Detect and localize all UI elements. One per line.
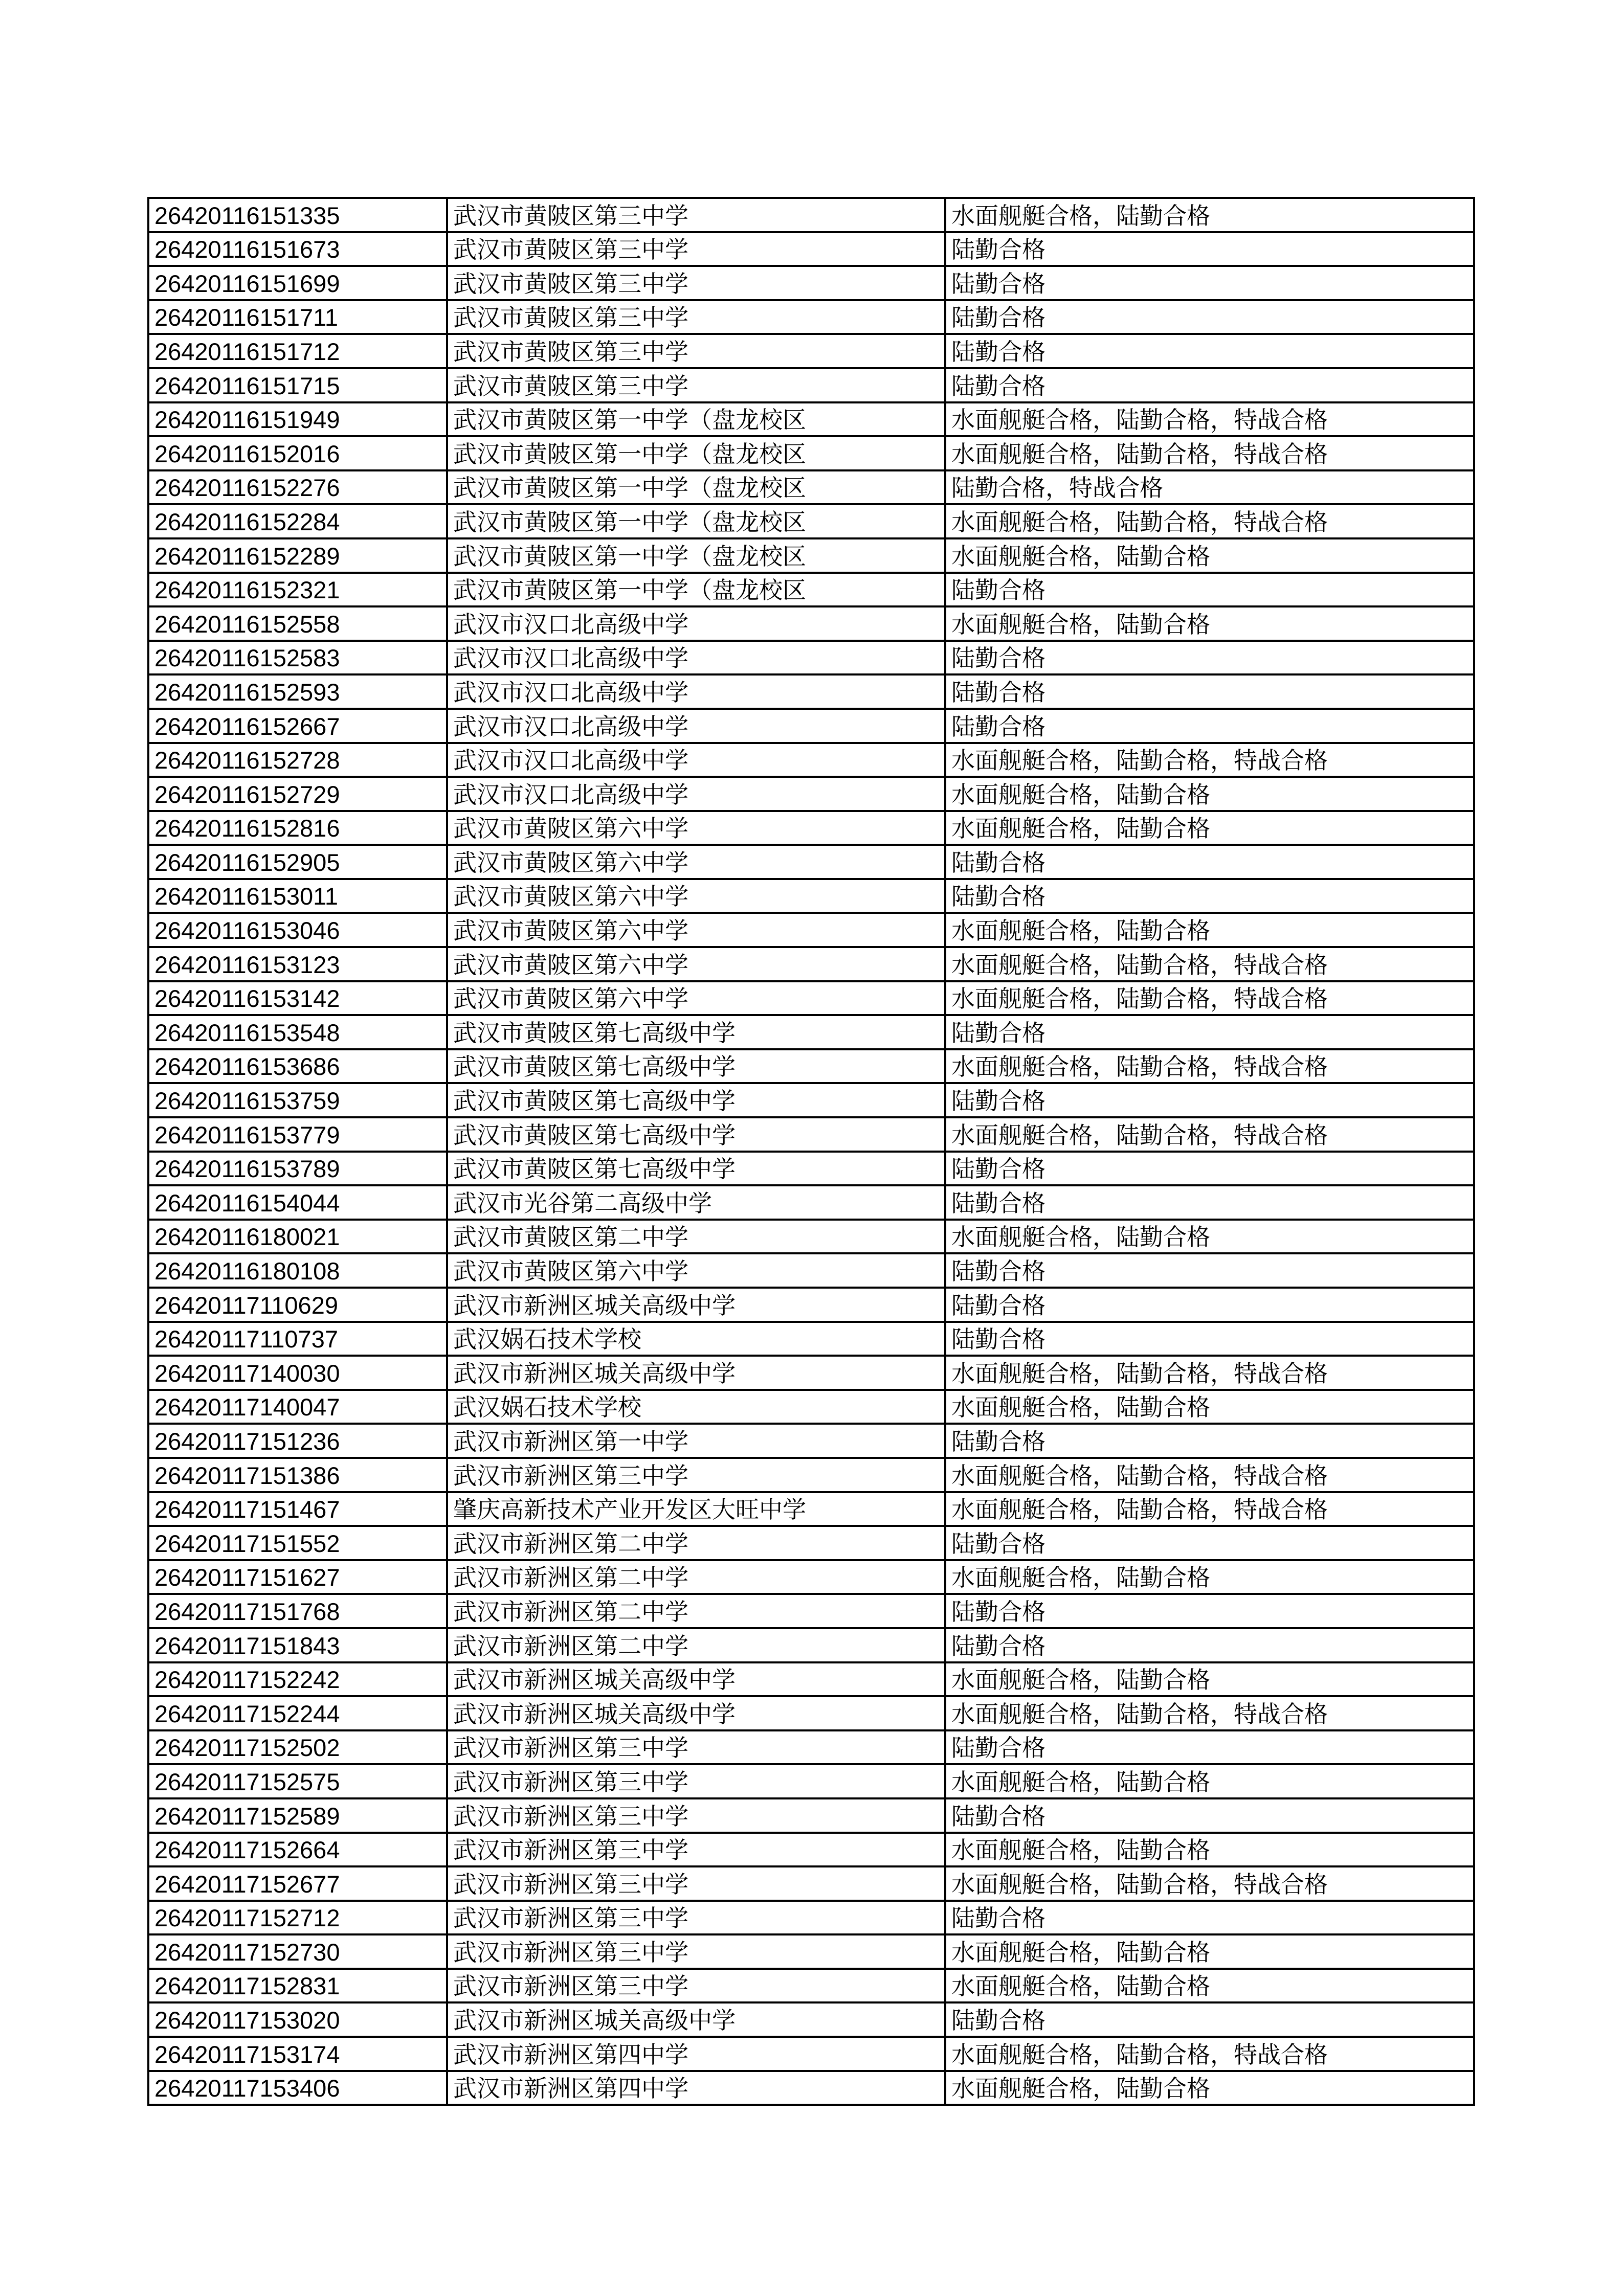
table-row — [148, 1117, 1474, 1152]
result-cell: 陆勤合格 — [945, 1424, 1474, 1458]
candidate-id-cell: 26420116151711 — [148, 300, 447, 334]
result-cell: 水面舰艇合格，陆勤合格，特战合格 — [945, 1696, 1474, 1730]
table-row — [148, 1560, 1474, 1594]
table-row — [148, 1662, 1474, 1697]
table-row — [148, 1253, 1474, 1288]
candidate-id-cell: 26420117153406 — [148, 2071, 447, 2105]
table-row — [148, 811, 1474, 845]
table-row — [148, 573, 1474, 607]
school-name-cell: 武汉市汉口北高级中学 — [447, 606, 945, 641]
candidate-id-cell: 26420117152831 — [148, 1969, 447, 2003]
school-name-cell: 武汉市汉口北高级中学 — [447, 743, 945, 777]
school-name-cell: 武汉市新洲区第三中学 — [447, 1833, 945, 1867]
result-cell: 水面舰艇合格，陆勤合格，特战合格 — [945, 743, 1474, 777]
school-name-cell: 肇庆高新技术产业开发区大旺中学 — [447, 1492, 945, 1526]
school-name-cell: 武汉市黄陂区第一中学（盘龙校区 — [447, 573, 945, 607]
school-name-cell: 武汉市光谷第二高级中学 — [447, 1185, 945, 1220]
table-row — [148, 913, 1474, 947]
school-name-cell: 武汉市新洲区第三中学 — [447, 1730, 945, 1765]
table-row — [148, 2037, 1474, 2071]
result-cell: 陆勤合格 — [945, 1730, 1474, 1765]
school-name-cell: 武汉市新洲区第二中学 — [447, 1594, 945, 1628]
table-row — [148, 1696, 1474, 1730]
table-row — [148, 606, 1474, 641]
result-cell: 陆勤合格 — [945, 1798, 1474, 1833]
school-name-cell: 武汉市汉口北高级中学 — [447, 777, 945, 811]
candidate-id-cell: 26420116152593 — [148, 674, 447, 709]
school-name-cell: 武汉市新洲区城关高级中学 — [447, 1356, 945, 1390]
table-row — [148, 777, 1474, 811]
table-row — [148, 1152, 1474, 1186]
candidate-id-cell: 26420116152729 — [148, 777, 447, 811]
candidate-id-cell: 26420116153142 — [148, 981, 447, 1016]
table-row — [148, 300, 1474, 334]
table-row — [148, 232, 1474, 266]
candidate-id-cell: 26420116152289 — [148, 538, 447, 573]
candidate-id-cell: 26420117151627 — [148, 1560, 447, 1594]
table-row — [148, 334, 1474, 368]
result-cell: 水面舰艇合格，陆勤合格，特战合格 — [945, 1356, 1474, 1390]
result-cell: 水面舰艇合格，陆勤合格 — [945, 198, 1474, 232]
result-cell: 水面舰艇合格，陆勤合格，特战合格 — [945, 947, 1474, 981]
result-cell: 水面舰艇合格，陆勤合格，特战合格 — [945, 402, 1474, 437]
result-cell: 陆勤合格 — [945, 1901, 1474, 1935]
result-cell: 水面舰艇合格，陆勤合格 — [945, 1220, 1474, 1254]
table-row — [148, 845, 1474, 879]
table-row — [148, 709, 1474, 743]
result-cell: 水面舰艇合格，陆勤合格 — [945, 1560, 1474, 1594]
candidate-id-cell: 26420117151768 — [148, 1594, 447, 1628]
candidate-id-cell: 26420116151712 — [148, 334, 447, 368]
school-name-cell: 武汉市黄陂区第一中学（盘龙校区 — [447, 504, 945, 538]
candidate-id-cell: 26420116154044 — [148, 1185, 447, 1220]
table-row — [148, 1901, 1474, 1935]
result-cell: 陆勤合格 — [945, 1288, 1474, 1322]
table-row — [148, 1015, 1474, 1049]
school-name-cell: 武汉市黄陂区第七高级中学 — [447, 1152, 945, 1186]
table-row — [148, 1526, 1474, 1560]
result-cell: 陆勤合格 — [945, 1083, 1474, 1117]
school-name-cell: 武汉市黄陂区第六中学 — [447, 1253, 945, 1288]
school-name-cell: 武汉市黄陂区第七高级中学 — [447, 1117, 945, 1152]
table-row — [148, 504, 1474, 538]
school-name-cell: 武汉市新洲区第三中学 — [447, 1969, 945, 2003]
candidate-id-cell: 26420116153686 — [148, 1049, 447, 1084]
result-cell: 水面舰艇合格，陆勤合格，特战合格 — [945, 1458, 1474, 1492]
result-cell: 水面舰艇合格，陆勤合格，特战合格 — [945, 1049, 1474, 1084]
candidate-id-cell: 26420116152321 — [148, 573, 447, 607]
candidate-id-cell: 26420116152016 — [148, 436, 447, 470]
result-cell: 陆勤合格，特战合格 — [945, 470, 1474, 505]
result-cell: 陆勤合格 — [945, 300, 1474, 334]
candidate-id-cell: 26420117153020 — [148, 2002, 447, 2037]
result-cell: 陆勤合格 — [945, 1526, 1474, 1560]
school-name-cell: 武汉市新洲区第三中学 — [447, 1798, 945, 1833]
result-cell: 水面舰艇合格，陆勤合格 — [945, 1662, 1474, 1697]
table-row — [148, 1356, 1474, 1390]
candidate-id-cell: 26420117140030 — [148, 1356, 447, 1390]
result-cell: 陆勤合格 — [945, 1015, 1474, 1049]
result-cell: 水面舰艇合格，陆勤合格 — [945, 538, 1474, 573]
table-row — [148, 1458, 1474, 1492]
candidate-id-cell: 26420116153779 — [148, 1117, 447, 1152]
table-row — [148, 436, 1474, 470]
table-row — [148, 1594, 1474, 1628]
candidate-id-cell: 26420117153174 — [148, 2037, 447, 2071]
table-row — [148, 674, 1474, 709]
candidate-id-cell: 26420116180021 — [148, 1220, 447, 1254]
result-cell: 陆勤合格 — [945, 334, 1474, 368]
result-cell: 水面舰艇合格，陆勤合格，特战合格 — [945, 504, 1474, 538]
school-name-cell: 武汉市黄陂区第一中学（盘龙校区 — [447, 538, 945, 573]
candidate-id-cell: 26420117151386 — [148, 1458, 447, 1492]
candidate-id-cell: 26420116152276 — [148, 470, 447, 505]
result-cell: 陆勤合格 — [945, 1594, 1474, 1628]
candidate-id-cell: 26420116153759 — [148, 1083, 447, 1117]
result-cell: 水面舰艇合格，陆勤合格，特战合格 — [945, 1117, 1474, 1152]
result-cell: 陆勤合格 — [945, 1185, 1474, 1220]
school-name-cell: 武汉市新洲区第三中学 — [447, 1764, 945, 1798]
table-row — [148, 1288, 1474, 1322]
result-cell: 陆勤合格 — [945, 879, 1474, 913]
candidate-id-cell: 26420117152730 — [148, 1934, 447, 1969]
table-row — [148, 1764, 1474, 1798]
school-name-cell: 武汉市黄陂区第三中学 — [447, 266, 945, 300]
table-row — [148, 266, 1474, 300]
table-row — [148, 1730, 1474, 1765]
school-name-cell: 武汉市黄陂区第七高级中学 — [447, 1015, 945, 1049]
result-cell: 水面舰艇合格，陆勤合格，特战合格 — [945, 436, 1474, 470]
school-name-cell: 武汉市汉口北高级中学 — [447, 641, 945, 675]
table-row — [148, 1390, 1474, 1424]
candidate-id-cell: 26420116153548 — [148, 1015, 447, 1049]
result-cell: 陆勤合格 — [945, 1628, 1474, 1662]
table-row — [148, 1220, 1474, 1254]
candidate-id-cell: 26420117152712 — [148, 1901, 447, 1935]
result-cell: 水面舰艇合格，陆勤合格 — [945, 606, 1474, 641]
candidate-id-cell: 26420116153123 — [148, 947, 447, 981]
candidate-id-cell: 26420117151843 — [148, 1628, 447, 1662]
table-row — [148, 1798, 1474, 1833]
table-row — [148, 1185, 1474, 1220]
result-cell: 陆勤合格 — [945, 232, 1474, 266]
school-name-cell: 武汉市黄陂区第一中学（盘龙校区 — [447, 470, 945, 505]
candidate-id-cell: 26420116180108 — [148, 1253, 447, 1288]
school-name-cell: 武汉市汉口北高级中学 — [447, 674, 945, 709]
school-name-cell: 武汉市新洲区第三中学 — [447, 1901, 945, 1935]
table-row — [148, 538, 1474, 573]
table-row — [148, 947, 1474, 981]
result-cell: 陆勤合格 — [945, 573, 1474, 607]
table-row — [148, 470, 1474, 505]
school-name-cell: 武汉市黄陂区第三中学 — [447, 300, 945, 334]
school-name-cell: 武汉市新洲区第二中学 — [447, 1628, 945, 1662]
candidate-id-cell: 26420116152905 — [148, 845, 447, 879]
candidate-id-cell: 26420116153046 — [148, 913, 447, 947]
result-cell: 水面舰艇合格，陆勤合格 — [945, 777, 1474, 811]
school-name-cell: 武汉市新洲区城关高级中学 — [447, 2002, 945, 2037]
table-row — [148, 981, 1474, 1016]
candidate-id-cell: 26420117110737 — [148, 1322, 447, 1356]
candidate-id-cell: 26420117152575 — [148, 1764, 447, 1798]
candidate-id-cell: 26420116152728 — [148, 743, 447, 777]
school-name-cell: 武汉市黄陂区第三中学 — [447, 198, 945, 232]
candidate-id-cell: 26420117151467 — [148, 1492, 447, 1526]
table-row — [148, 2002, 1474, 2037]
table-row — [148, 1969, 1474, 2003]
result-cell: 陆勤合格 — [945, 845, 1474, 879]
candidate-id-cell: 26420117152589 — [148, 1798, 447, 1833]
candidate-id-cell: 26420116152284 — [148, 504, 447, 538]
candidate-id-cell: 26420116151715 — [148, 368, 447, 402]
school-name-cell: 武汉市新洲区第三中学 — [447, 1458, 945, 1492]
result-cell: 陆勤合格 — [945, 674, 1474, 709]
school-name-cell: 武汉市新洲区城关高级中学 — [447, 1662, 945, 1697]
result-cell: 陆勤合格 — [945, 1253, 1474, 1288]
school-name-cell: 武汉市新洲区第四中学 — [447, 2037, 945, 2071]
table-row — [148, 2071, 1474, 2105]
table-row — [148, 368, 1474, 402]
candidate-id-cell: 26420116151699 — [148, 266, 447, 300]
result-cell: 陆勤合格 — [945, 641, 1474, 675]
result-cell: 陆勤合格 — [945, 1322, 1474, 1356]
candidate-id-cell: 26420116152667 — [148, 709, 447, 743]
table-row — [148, 1934, 1474, 1969]
school-name-cell: 武汉市黄陂区第三中学 — [447, 232, 945, 266]
table-row — [148, 879, 1474, 913]
result-cell: 水面舰艇合格，陆勤合格，特战合格 — [945, 1866, 1474, 1901]
school-name-cell: 武汉市新洲区第二中学 — [447, 1560, 945, 1594]
school-name-cell: 武汉市新洲区第四中学 — [447, 2071, 945, 2105]
candidate-id-cell: 26420117152244 — [148, 1696, 447, 1730]
school-name-cell: 武汉市黄陂区第六中学 — [447, 811, 945, 845]
result-cell: 水面舰艇合格，陆勤合格 — [945, 1764, 1474, 1798]
result-cell: 水面舰艇合格，陆勤合格 — [945, 1934, 1474, 1969]
candidate-id-cell: 26420117151552 — [148, 1526, 447, 1560]
candidate-id-cell: 26420116153011 — [148, 879, 447, 913]
result-cell: 陆勤合格 — [945, 266, 1474, 300]
result-cell: 陆勤合格 — [945, 709, 1474, 743]
school-name-cell: 武汉市黄陂区第七高级中学 — [447, 1083, 945, 1117]
result-cell: 陆勤合格 — [945, 2002, 1474, 2037]
school-name-cell: 武汉市黄陂区第六中学 — [447, 879, 945, 913]
school-name-cell: 武汉市新洲区城关高级中学 — [447, 1288, 945, 1322]
table-row — [148, 1628, 1474, 1662]
candidate-id-cell: 26420117152502 — [148, 1730, 447, 1765]
result-cell: 水面舰艇合格，陆勤合格 — [945, 1833, 1474, 1867]
school-name-cell: 武汉市新洲区第三中学 — [447, 1934, 945, 1969]
result-cell: 陆勤合格 — [945, 1152, 1474, 1186]
result-cell: 水面舰艇合格，陆勤合格 — [945, 2071, 1474, 2105]
results-table — [147, 197, 1475, 2106]
table-row — [148, 1322, 1474, 1356]
candidate-id-cell: 26420117152242 — [148, 1662, 447, 1697]
school-name-cell: 武汉市新洲区第一中学 — [447, 1424, 945, 1458]
candidate-id-cell: 26420116151949 — [148, 402, 447, 437]
table-row — [148, 1492, 1474, 1526]
candidate-id-cell: 26420117140047 — [148, 1390, 447, 1424]
candidate-id-cell: 26420116152558 — [148, 606, 447, 641]
school-name-cell: 武汉市新洲区第三中学 — [447, 1866, 945, 1901]
school-name-cell: 武汉娲石技术学校 — [447, 1322, 945, 1356]
table-row — [148, 402, 1474, 437]
candidate-id-cell: 26420117151236 — [148, 1424, 447, 1458]
candidate-id-cell: 26420116151335 — [148, 198, 447, 232]
result-cell: 水面舰艇合格，陆勤合格 — [945, 913, 1474, 947]
school-name-cell: 武汉市黄陂区第六中学 — [447, 981, 945, 1016]
table-row — [148, 1083, 1474, 1117]
school-name-cell: 武汉市黄陂区第六中学 — [447, 947, 945, 981]
school-name-cell: 武汉市黄陂区第三中学 — [447, 334, 945, 368]
school-name-cell: 武汉市黄陂区第七高级中学 — [447, 1049, 945, 1084]
school-name-cell: 武汉市汉口北高级中学 — [447, 709, 945, 743]
result-cell: 水面舰艇合格，陆勤合格 — [945, 1969, 1474, 2003]
table-row — [148, 743, 1474, 777]
result-cell: 水面舰艇合格，陆勤合格 — [945, 1390, 1474, 1424]
school-name-cell: 武汉市黄陂区第三中学 — [447, 368, 945, 402]
candidate-id-cell: 26420116151673 — [148, 232, 447, 266]
table-row — [148, 641, 1474, 675]
candidate-id-cell: 26420116152816 — [148, 811, 447, 845]
table-row — [148, 198, 1474, 232]
result-cell: 陆勤合格 — [945, 368, 1474, 402]
school-name-cell: 武汉市黄陂区第六中学 — [447, 913, 945, 947]
school-name-cell: 武汉市黄陂区第二中学 — [447, 1220, 945, 1254]
result-cell: 水面舰艇合格，陆勤合格，特战合格 — [945, 981, 1474, 1016]
candidate-id-cell: 26420117110629 — [148, 1288, 447, 1322]
school-name-cell: 武汉市黄陂区第一中学（盘龙校区 — [447, 402, 945, 437]
result-cell: 水面舰艇合格，陆勤合格，特战合格 — [945, 2037, 1474, 2071]
school-name-cell: 武汉市新洲区城关高级中学 — [447, 1696, 945, 1730]
table-row — [148, 1833, 1474, 1867]
school-name-cell: 武汉市新洲区第二中学 — [447, 1526, 945, 1560]
table-row — [148, 1866, 1474, 1901]
candidate-id-cell: 26420116153789 — [148, 1152, 447, 1186]
school-name-cell: 武汉市黄陂区第一中学（盘龙校区 — [447, 436, 945, 470]
table-row — [148, 1049, 1474, 1084]
table-row — [148, 1424, 1474, 1458]
candidate-id-cell: 26420117152677 — [148, 1866, 447, 1901]
school-name-cell: 武汉娲石技术学校 — [447, 1390, 945, 1424]
school-name-cell: 武汉市黄陂区第六中学 — [447, 845, 945, 879]
result-cell: 水面舰艇合格，陆勤合格 — [945, 811, 1474, 845]
candidate-id-cell: 26420116152583 — [148, 641, 447, 675]
results-table-body — [148, 198, 1474, 2105]
candidate-id-cell: 26420117152664 — [148, 1833, 447, 1867]
result-cell: 水面舰艇合格，陆勤合格，特战合格 — [945, 1492, 1474, 1526]
